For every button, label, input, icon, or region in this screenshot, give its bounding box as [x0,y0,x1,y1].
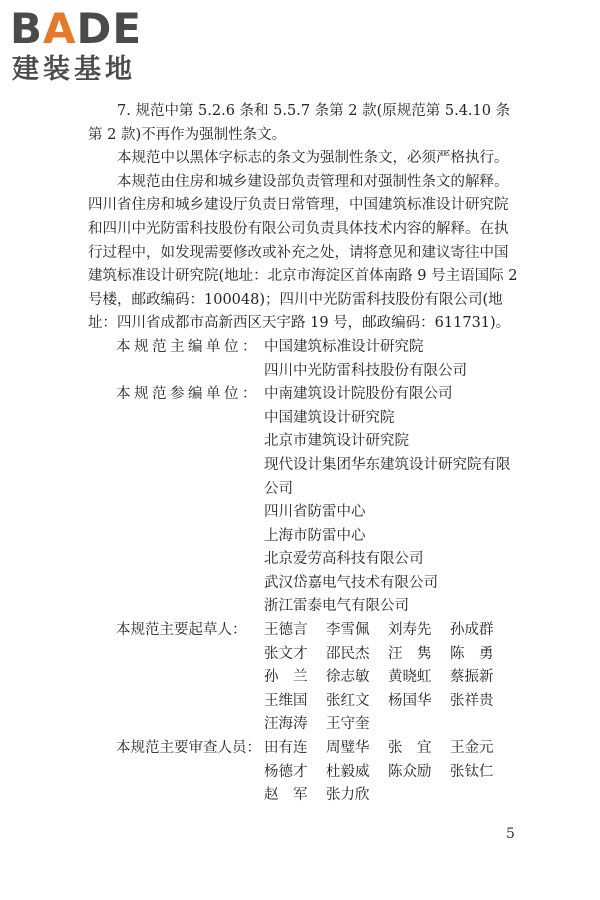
participating-units-list [264,383,520,619]
reviewer-name: 杨德才 [264,763,308,780]
reviewer-name: 赵 军 [264,787,308,804]
participating-unit-item: 浙江雷泰电气有限公司 [264,598,409,615]
bade-logo [10,6,180,86]
reviewers-list [264,737,512,808]
reviewer-name: 张 宜 [388,740,432,757]
drafter-name: 黄晓虹 [388,669,432,686]
drafter-name: 蔡振新 [450,669,494,686]
drafter-name: 王维国 [264,692,308,709]
participating-units-label: 本规范参编单位： [116,386,260,403]
mandatory-provisions-paragraph: 本规范中以黑体字标志的条文为强制性条文，必须严格执行。 [117,150,509,167]
reviewers-block [88,737,520,808]
logo-letters-de: DE [76,4,143,53]
drafter-name: 张祥贵 [450,692,494,709]
chief-units-block [88,336,520,383]
drafter-name: 张红文 [326,692,370,709]
participating-unit-item: 武汉岱嘉电气技术有限公司 [264,574,438,591]
drafter-name: 杨国华 [388,692,432,709]
reviewer-name: 王金元 [450,740,494,757]
logo-subtitle: 建装基地 [12,54,136,85]
drafter-name: 汪 隽 [388,645,432,662]
reviewer-name: 张力欣 [326,787,370,804]
drafters-block [88,619,520,737]
document-body [88,100,520,808]
chief-units-label: 本规范主编单位： [116,338,260,355]
reviewer-name: 田有连 [264,740,308,757]
management-paragraph: 本规范由住房和城乡建设部负责管理和对强制性条文的解释。四川省住房和城乡建设厅负责日常管理，中国建筑标准设计研究院和四川中光防雷科技股份有限公司负责具体技术内容的解释。在执行过程中，如发现需要修改或补充之处，请将意见和建议寄往中国建筑标准设计研究院(地址：北京市海淀区首体南路 9 号主语国际 2 号楼，邮政编码：100048)；四川中光防雷科技股份有限公司(地址：四川省成都市高新西区天宇路 19 号，邮政编码：611731)。 [88,173,518,332]
logo-letter-a-accent: A [43,4,77,53]
drafter-name: 孙成群 [450,622,494,639]
drafter-name: 陈 勇 [450,645,494,662]
chief-unit-item: 中国建筑标准设计研究院 [264,338,424,355]
drafter-name: 王守奎 [326,716,370,733]
drafter-name: 孙 兰 [264,669,308,686]
drafter-name: 徐志敏 [326,669,370,686]
logo-letter-b: B [10,4,44,53]
participating-unit-item: 北京爱劳高科技有限公司 [264,551,424,568]
reviewer-name: 杜毅威 [326,763,370,780]
reviewers-label: 本规范主要审查人员： [116,740,261,757]
drafter-name: 刘寿先 [388,622,432,639]
reviewer-name: 周璧华 [326,740,370,757]
participating-unit-item: 上海市防雷中心 [264,527,366,544]
participating-unit-item: 中国建筑设计研究院 [264,409,395,426]
drafters-list [264,619,512,737]
participating-unit-item: 四川省防雷中心 [264,504,366,521]
drafter-name: 汪海涛 [264,716,308,733]
participating-unit-item: 现代设计集团华东建筑设计研究院有限公司 [264,456,511,497]
drafter-name: 李雪佩 [326,622,370,639]
participating-unit-item: 北京市建筑设计研究院 [264,433,409,450]
reviewer-name: 陈众励 [388,763,432,780]
page-number: 5 [506,826,515,842]
participating-units-block [88,383,520,619]
drafter-name: 王德言 [264,622,308,639]
reviewer-name: 张钛仁 [450,763,494,780]
item-7-paragraph: 7. 规范中第 5.2.6 条和 5.5.7 条第 2 款(原规范第 5.4.10 条第 2 款)不再作为强制性条文。 [88,103,511,143]
participating-unit-item: 中南建筑设计院股份有限公司 [264,386,453,403]
logo-wordmark [10,6,142,52]
chief-unit-item: 四川中光防雷科技股份有限公司 [264,362,467,379]
chief-units-list [264,336,520,383]
drafter-name: 邵民杰 [326,645,370,662]
drafters-label: 本规范主要起草人： [116,622,247,639]
drafter-name: 张文才 [264,645,308,662]
